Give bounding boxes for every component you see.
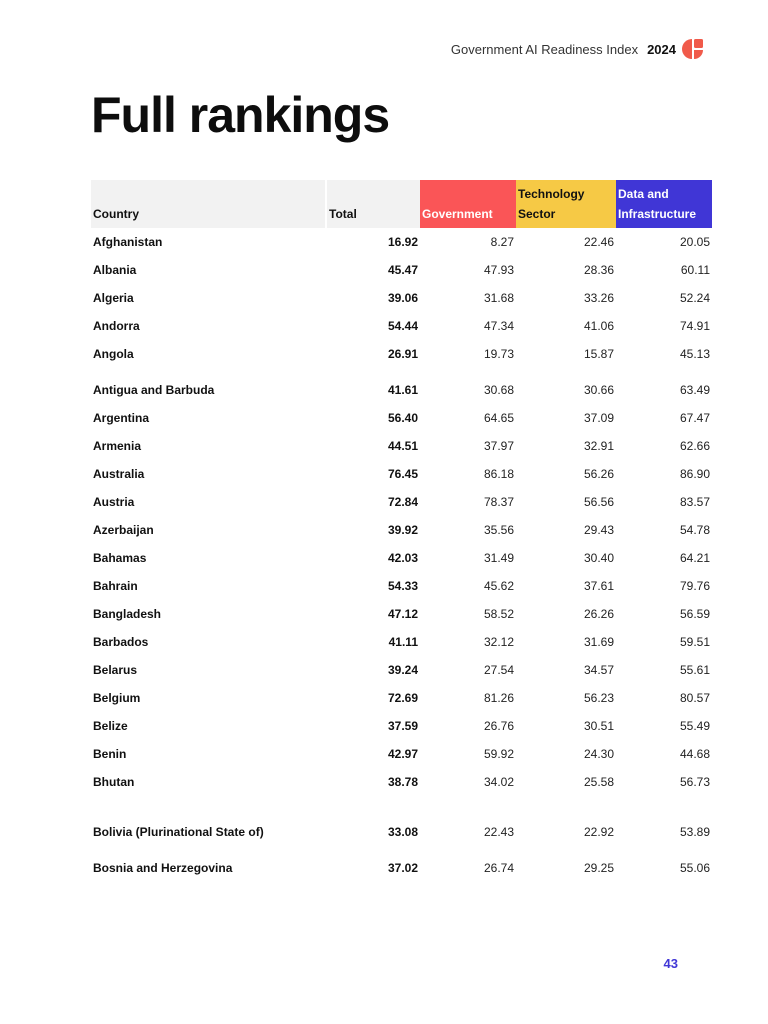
oxford-insights-logo-icon — [682, 38, 704, 60]
data-infrastructure-cell: 59.51 — [679, 635, 710, 649]
government-cell: 34.02 — [483, 775, 514, 789]
technology-sector-cell: 37.09 — [583, 411, 614, 425]
country-cell: Austria — [93, 495, 135, 509]
total-cell: 26.91 — [387, 347, 418, 361]
country-cell: Bangladesh — [93, 607, 162, 621]
country-cell: Belgium — [93, 691, 141, 705]
country-cell: Benin — [93, 747, 127, 761]
government-cell: 22.43 — [483, 825, 514, 839]
technology-sector-cell: 28.36 — [583, 263, 614, 277]
page-title: Full rankings — [91, 87, 390, 143]
technology-sector-cell: 22.92 — [583, 825, 614, 839]
table-row — [91, 488, 712, 516]
total-cell: 37.59 — [387, 719, 418, 733]
technology-sector-cell: 22.46 — [583, 235, 614, 249]
total-cell: 39.92 — [387, 523, 418, 537]
total-cell: 44.51 — [387, 439, 418, 453]
country-cell: Argentina — [93, 411, 150, 425]
data-infrastructure-cell: 64.21 — [679, 551, 710, 565]
technology-sector-cell: 56.23 — [583, 691, 614, 705]
table-row — [91, 404, 712, 432]
country-cell: Barbados — [93, 635, 149, 649]
column-header-total: Total — [326, 180, 420, 228]
column-header-data-infrastructure: Data and Infrastructure — [616, 180, 712, 228]
data-infrastructure-cell: 55.06 — [679, 861, 710, 875]
country-cell: Bolivia (Plurinational State of) — [93, 825, 264, 839]
technology-sector-cell: 41.06 — [583, 319, 614, 333]
government-cell: 26.74 — [483, 861, 514, 875]
government-cell: 64.65 — [483, 411, 514, 425]
technology-sector-cell: 30.51 — [583, 719, 614, 733]
technology-sector-cell: 25.58 — [583, 775, 614, 789]
country-cell: Antigua and Barbuda — [93, 383, 215, 397]
technology-sector-cell: 56.56 — [583, 495, 614, 509]
data-infrastructure-cell: 67.47 — [679, 411, 710, 425]
government-cell: 45.62 — [483, 579, 514, 593]
technology-sector-cell: 34.57 — [583, 663, 614, 677]
report-year: 2024 — [647, 41, 676, 57]
total-cell: 76.45 — [387, 467, 418, 481]
total-cell: 39.24 — [387, 663, 418, 677]
government-cell: 8.27 — [490, 235, 514, 249]
total-cell: 72.69 — [387, 691, 418, 705]
technology-sector-cell: 24.30 — [583, 747, 614, 761]
technology-sector-cell: 30.66 — [583, 383, 614, 397]
rankings-table — [91, 180, 712, 882]
country-cell: Armenia — [93, 439, 142, 453]
total-cell: 33.08 — [387, 825, 418, 839]
technology-sector-cell: 32.91 — [583, 439, 614, 453]
data-infrastructure-cell: 20.05 — [679, 235, 710, 249]
total-cell: 42.97 — [387, 747, 418, 761]
table-row — [91, 600, 712, 628]
table-row — [91, 628, 712, 656]
country-cell: Belarus — [93, 663, 138, 677]
country-cell: Bosnia and Herzegovina — [93, 861, 233, 875]
government-cell: 47.34 — [483, 319, 514, 333]
data-infrastructure-cell: 86.90 — [679, 467, 710, 481]
data-infrastructure-cell: 44.68 — [679, 747, 710, 761]
table-row — [91, 368, 712, 404]
data-infrastructure-cell: 45.13 — [679, 347, 710, 361]
total-cell: 56.40 — [387, 411, 418, 425]
table-row — [91, 768, 712, 796]
table-row — [91, 712, 712, 740]
table-row — [91, 656, 712, 684]
table-row — [91, 432, 712, 460]
table-row — [91, 256, 712, 284]
data-infrastructure-cell: 63.49 — [679, 383, 710, 397]
data-infrastructure-cell: 74.91 — [679, 319, 710, 333]
table-row — [91, 284, 712, 312]
total-cell: 38.78 — [387, 775, 418, 789]
technology-sector-cell: 26.26 — [583, 607, 614, 621]
data-infrastructure-cell: 55.49 — [679, 719, 710, 733]
government-cell: 30.68 — [483, 383, 514, 397]
technology-sector-cell: 15.87 — [583, 347, 614, 361]
table-row — [91, 516, 712, 544]
data-infrastructure-cell: 56.73 — [679, 775, 710, 789]
table-row — [91, 544, 712, 572]
table-row — [91, 740, 712, 768]
total-cell: 72.84 — [387, 495, 418, 509]
government-cell: 81.26 — [483, 691, 514, 705]
technology-sector-cell: 33.26 — [583, 291, 614, 305]
government-cell: 47.93 — [483, 263, 514, 277]
technology-sector-cell: 30.40 — [583, 551, 614, 565]
total-cell: 16.92 — [387, 235, 418, 249]
total-cell: 45.47 — [387, 263, 418, 277]
table-row — [91, 340, 712, 368]
government-cell: 78.37 — [483, 495, 514, 509]
government-cell: 86.18 — [483, 467, 514, 481]
total-cell: 39.06 — [387, 291, 418, 305]
government-cell: 19.73 — [483, 347, 514, 361]
table-row — [91, 460, 712, 488]
total-cell: 47.12 — [387, 607, 418, 621]
country-cell: Angola — [93, 347, 134, 361]
data-infrastructure-cell: 79.76 — [679, 579, 710, 593]
column-header-country: Country — [91, 180, 326, 228]
country-cell: Bahrain — [93, 579, 138, 593]
country-cell: Andorra — [93, 319, 140, 333]
column-header-government: Government — [420, 180, 516, 228]
country-cell: Albania — [93, 263, 137, 277]
government-cell: 58.52 — [483, 607, 514, 621]
data-infrastructure-cell: 53.89 — [679, 825, 710, 839]
data-infrastructure-cell: 62.66 — [679, 439, 710, 453]
data-infrastructure-cell: 52.24 — [679, 291, 710, 305]
report-header — [451, 38, 704, 60]
page-number: 43 — [663, 956, 678, 971]
government-cell: 59.92 — [483, 747, 514, 761]
table-header-row — [91, 180, 712, 228]
government-cell: 35.56 — [483, 523, 514, 537]
report-title: Government AI Readiness Index — [450, 41, 639, 57]
data-infrastructure-cell: 60.11 — [680, 263, 710, 277]
country-cell: Belize — [93, 719, 128, 733]
government-cell: 27.54 — [483, 663, 514, 677]
table-row — [91, 312, 712, 340]
technology-sector-cell: 29.25 — [583, 861, 614, 875]
data-infrastructure-cell: 56.59 — [679, 607, 710, 621]
technology-sector-cell: 37.61 — [583, 579, 614, 593]
technology-sector-cell: 56.26 — [583, 467, 614, 481]
total-cell: 37.02 — [387, 861, 418, 875]
country-cell: Azerbaijan — [93, 523, 154, 537]
government-cell: 26.76 — [483, 719, 514, 733]
total-cell: 41.61 — [387, 383, 418, 397]
data-infrastructure-cell: 55.61 — [679, 663, 710, 677]
data-infrastructure-cell: 54.78 — [679, 523, 710, 537]
table-row — [91, 846, 712, 882]
government-cell: 31.68 — [483, 291, 514, 305]
country-cell: Afghanistan — [93, 235, 163, 249]
total-cell: 54.33 — [387, 579, 418, 593]
column-header-technology-sector: Technology Sector — [516, 180, 616, 228]
technology-sector-cell: 31.69 — [583, 635, 614, 649]
country-cell: Bhutan — [93, 775, 135, 789]
total-cell: 54.44 — [387, 319, 418, 333]
data-infrastructure-cell: 80.57 — [679, 691, 710, 705]
table-row — [91, 796, 712, 846]
table-row — [91, 228, 712, 256]
government-cell: 31.49 — [483, 551, 514, 565]
table-row — [91, 684, 712, 712]
table-row — [91, 572, 712, 600]
country-cell: Australia — [93, 467, 145, 481]
total-cell: 42.03 — [387, 551, 418, 565]
rankings-table-body — [91, 228, 712, 882]
total-cell: 41.11 — [388, 635, 418, 649]
technology-sector-cell: 29.43 — [583, 523, 614, 537]
data-infrastructure-cell: 83.57 — [679, 495, 710, 509]
country-cell: Algeria — [93, 291, 134, 305]
government-cell: 37.97 — [483, 439, 514, 453]
government-cell: 32.12 — [483, 635, 514, 649]
country-cell: Bahamas — [93, 551, 147, 565]
